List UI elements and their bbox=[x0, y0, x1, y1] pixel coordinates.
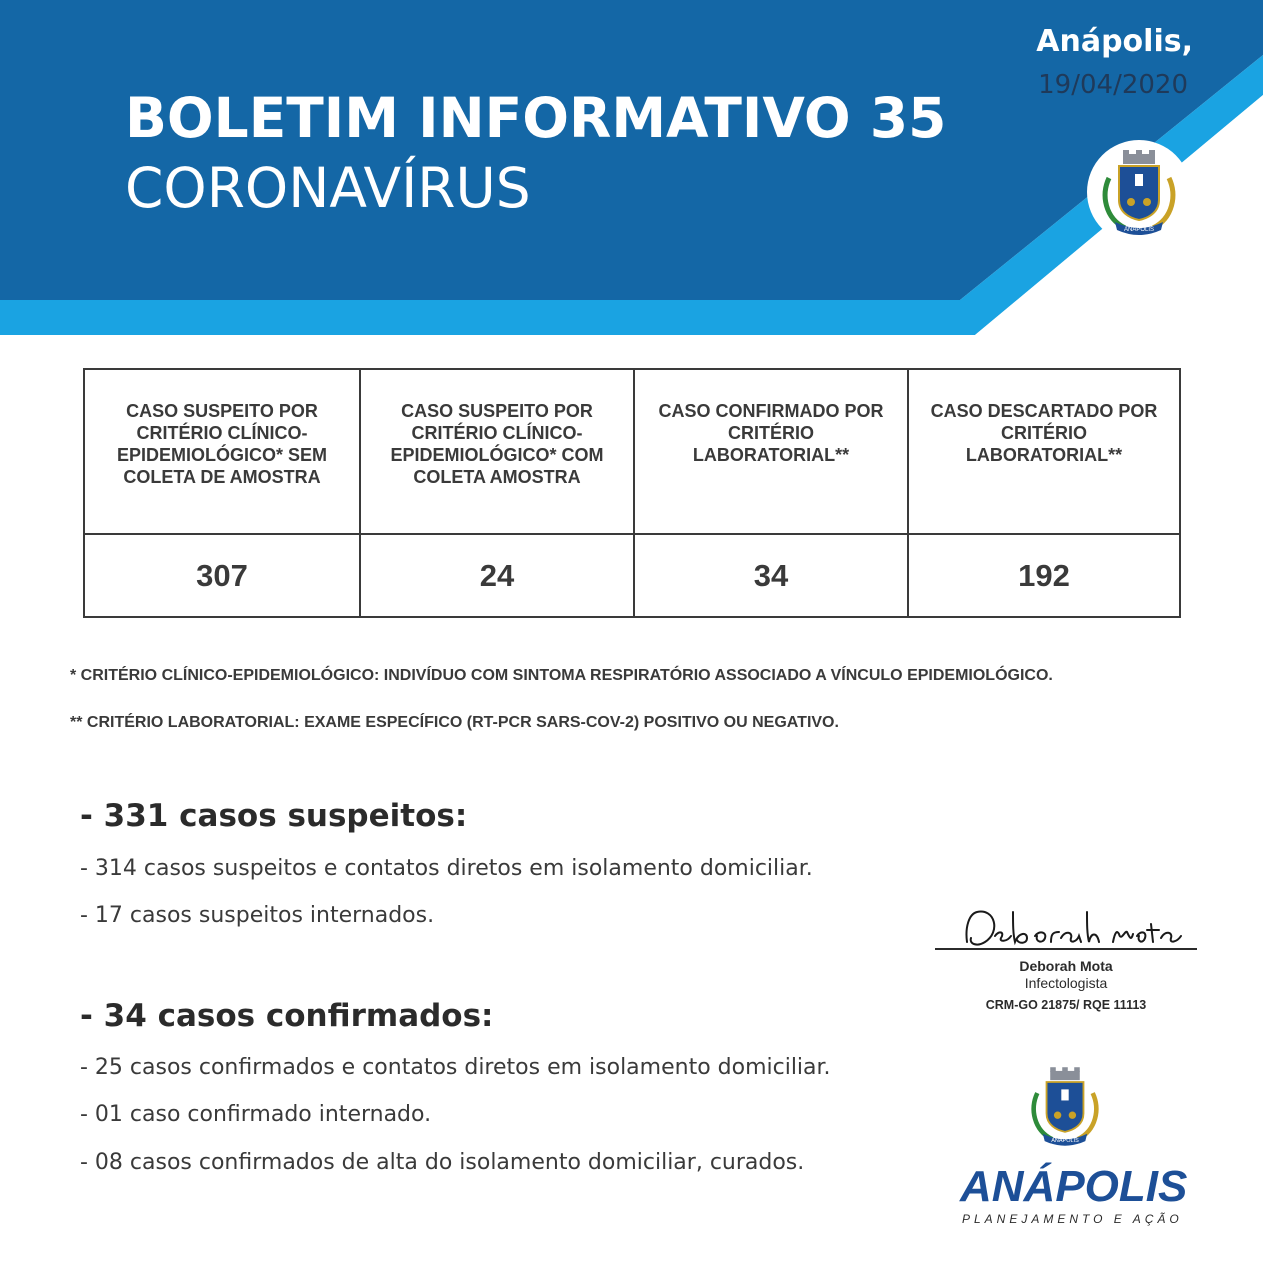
signature-line bbox=[935, 948, 1197, 950]
brand-tagline: PLANEJAMENTO E AÇÃO bbox=[962, 1212, 1183, 1226]
anapolis-brand-logo: ANÁPOLIS bbox=[960, 1162, 1188, 1211]
confirmed-item: - 25 casos confirmados e contatos diretos em isolamento domiciliar. bbox=[80, 1055, 831, 1080]
table-value-suspeito-com-coleta: 24 bbox=[361, 535, 635, 616]
bulletin-title: BOLETIM INFORMATIVO 35 bbox=[125, 86, 947, 150]
table-value-descartado: 192 bbox=[1018, 557, 1070, 593]
confirmed-item: - 08 casos confirmados de alta do isolamento domiciliar, curados. bbox=[80, 1150, 805, 1175]
confirmed-item: - 01 caso confirmado internado. bbox=[80, 1102, 432, 1127]
date-label: 19/04/2020 bbox=[1038, 70, 1188, 100]
table-header-descartado: CASO DESCARTADO POR CRITÉRIO LABORATORIAL** bbox=[909, 370, 1179, 535]
city-coat-of-arms-icon bbox=[1015, 1058, 1115, 1154]
table-value-suspeito-sem-coleta: 307 bbox=[85, 535, 361, 616]
header-seal bbox=[1087, 140, 1191, 244]
svg-text:ANÁPOLIS: ANÁPOLIS bbox=[1123, 227, 1155, 233]
city-coat-of-arms-icon bbox=[1087, 140, 1191, 244]
svg-text:ANÁPOLIS: ANÁPOLIS bbox=[1051, 1138, 1079, 1144]
signer-crm: CRM-GO 21875/ RQE 11113 bbox=[985, 998, 1147, 1012]
signer-name: Deborah Mota bbox=[1019, 958, 1113, 974]
table-header-suspeito-sem-coleta: CASO SUSPEITO POR CRITÉRIO CLÍNICO-EPIDEMIOLÓGICO* SEM COLETA DE AMOSTRA bbox=[85, 370, 361, 535]
bulletin-subtitle: CORONAVÍRUS bbox=[125, 156, 531, 220]
handwritten-signature bbox=[955, 902, 1195, 952]
suspected-item: - 17 casos suspeitos internados. bbox=[80, 903, 435, 928]
header-banner bbox=[0, 0, 1263, 340]
table-value-confirmado: 34 bbox=[635, 535, 909, 616]
cases-table bbox=[83, 368, 1181, 618]
footnote-clinico: * CRITÉRIO CLÍNICO-EPIDEMIOLÓGICO: INDIVÍDUO COM SINTOMA RESPIRATÓRIO ASSOCIADO A VÍNCULO EPIDEMIOLÓGICO. bbox=[70, 667, 1053, 684]
signer-role: Infectologista bbox=[1024, 975, 1108, 991]
footnote-laboratorial: ** CRITÉRIO LABORATORIAL: EXAME ESPECÍFICO (RT-PCR SARS-COV-2) POSITIVO OU NEGATIVO. bbox=[70, 714, 839, 731]
table-header-confirmado: CASO CONFIRMADO POR CRITÉRIO LABORATORIAL** bbox=[635, 370, 909, 535]
city-label: Anápolis, bbox=[1036, 24, 1193, 59]
confirmed-heading: - 34 casos confirmados: bbox=[80, 998, 494, 1034]
suspected-item: - 314 casos suspeitos e contatos diretos em isolamento domiciliar. bbox=[80, 856, 813, 881]
table-header-suspeito-com-coleta: CASO SUSPEITO POR CRITÉRIO CLÍNICO-EPIDEMIOLÓGICO* COM COLETA AMOSTRA bbox=[361, 370, 635, 535]
suspected-heading: - 331 casos suspeitos: bbox=[80, 798, 468, 834]
